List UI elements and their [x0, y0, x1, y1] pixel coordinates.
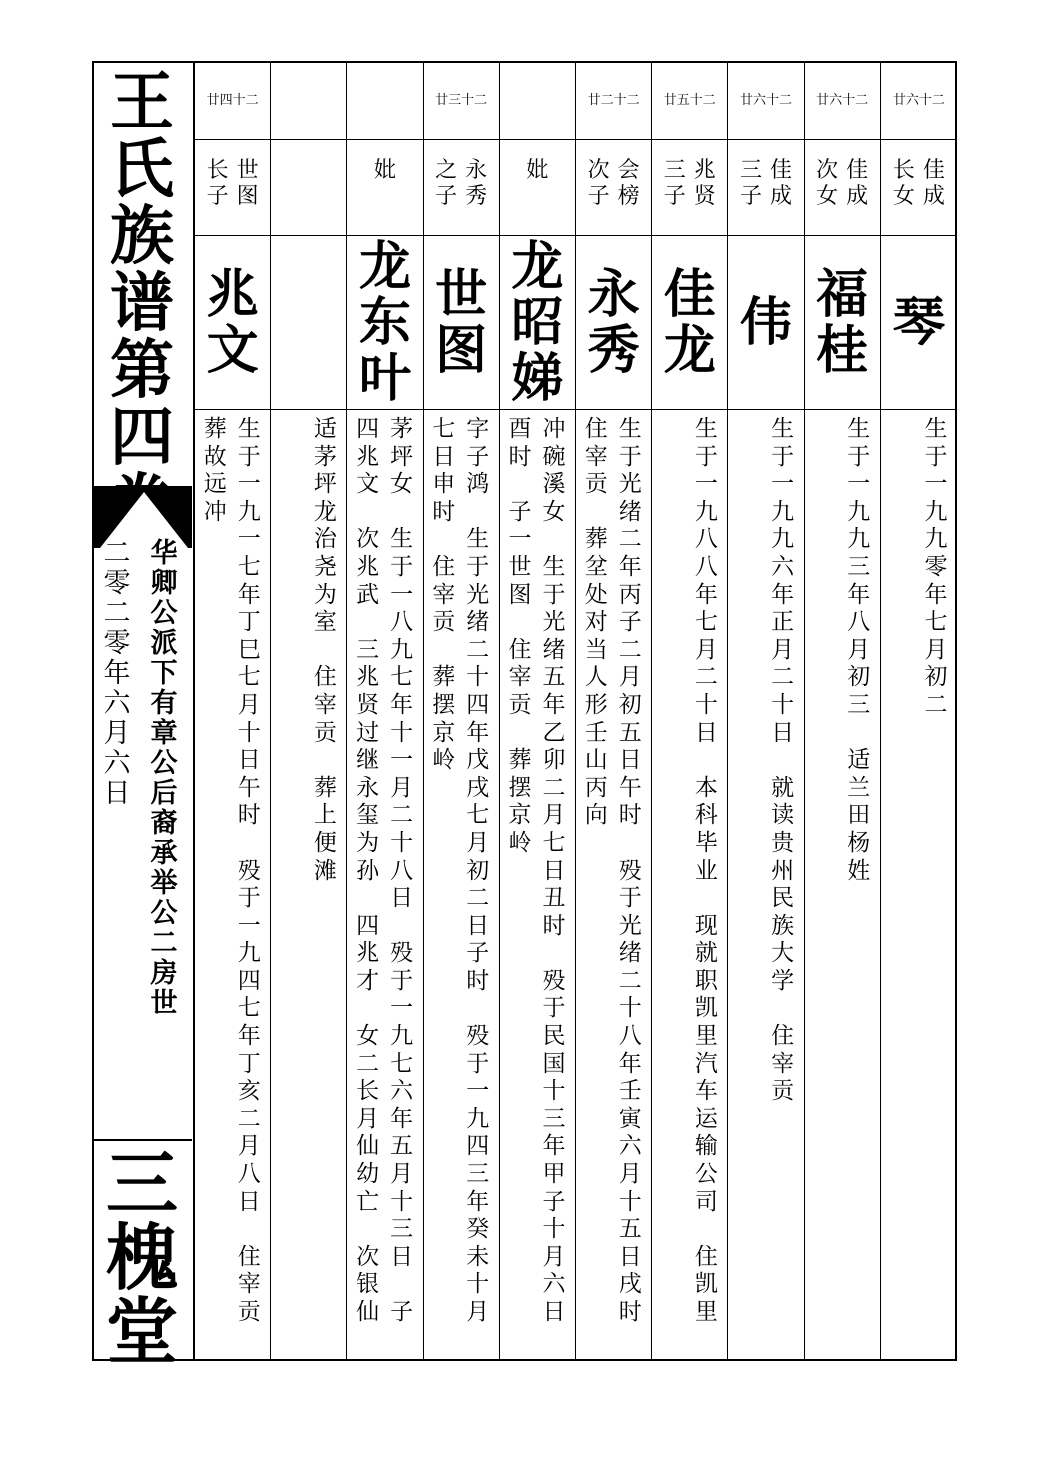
genealogy-column — [728, 61, 804, 1361]
genealogy-column — [576, 61, 652, 1361]
person-name: 伟 — [728, 236, 803, 410]
biography-text: 字 子 鸿 生 于 光 绪 二 十 四 年 戊 戌 七 月 初 二 日 子 时 殁 于 一 九 四 三 年 癸 未 十 月 七 日 申 时 住 宰 贡 葬 摆 京 岭 — [432, 416, 490, 1325]
person-name: 佳 龙 — [652, 236, 727, 410]
person-name: 福 桂 — [805, 236, 880, 410]
relation-label — [271, 140, 346, 236]
genealogy-column — [195, 61, 271, 1361]
genealogy-column — [347, 61, 423, 1361]
sidebar — [92, 61, 195, 1374]
generation-label: 廿三十二 — [424, 61, 499, 140]
generation-label: 廿四十二 — [195, 61, 270, 140]
relation-label: 佳 成 三 子 — [728, 140, 803, 236]
genealogy-column — [805, 61, 881, 1361]
biography-text: 生 于 一 九 九 三 年 八 月 初 三 适 兰 田 杨 姓 — [847, 416, 871, 884]
person-name: 琴 — [881, 236, 957, 410]
person-name: 龙 昭 娣 — [500, 236, 575, 410]
generation-label: 廿二十二 — [576, 61, 651, 140]
biography-text: 生 于 一 九 九 零 年 七 月 初 二 — [924, 416, 948, 718]
person-name: 永 秀 — [576, 236, 651, 410]
generation-label — [347, 61, 422, 140]
genealogy-column — [500, 61, 576, 1361]
relation-label: 会 榜 次 子 — [576, 140, 651, 236]
person-name: 兆 文 — [195, 236, 270, 410]
relation-label: 世 图 长 子 — [195, 140, 270, 236]
generation-label — [500, 61, 575, 140]
genealogy-column — [271, 61, 347, 1361]
biography-text: 适 茅 坪 龙 治 尧 为 室 住 宰 贡 葬 上 便 滩 — [313, 416, 337, 884]
generation-label: 廿六十二 — [881, 61, 957, 140]
hall-name: 三 槐 堂 — [105, 1141, 178, 1374]
biography-text: 茅 坪 女 生 于 一 八 九 七 年 十 一 月 二 十 八 日 殁 于 一 九 七 六 年 五 月 十 三 日 子 四 兆 文 次 兆 武 三 兆 贤 过 继 永 玺 为 孙 四 兆 才 女 二 长 月 仙 幼 亡 次 银 仙 — [356, 416, 414, 1325]
generation-label: 廿五十二 — [652, 61, 727, 140]
genealogy-column — [652, 61, 728, 1361]
generation-label: 廿六十二 — [805, 61, 880, 140]
person-name: 龙 东 叶 — [347, 236, 422, 410]
relation-label: 永 秀 之 子 — [424, 140, 499, 236]
genealogy-column — [424, 61, 500, 1361]
relation-label: 佳 成 长 女 — [881, 140, 957, 236]
person-name: 世 图 — [424, 236, 499, 410]
relation-label: 妣 — [500, 140, 575, 236]
biography-text: 生 于 一 九 八 八 年 七 月 二 十 日 本 科 毕 业 现 就 职 凯 里 汽 车 运 输 公 司 住 凯 里 — [694, 416, 718, 1325]
person-name — [271, 236, 346, 410]
relation-label: 妣 — [347, 140, 422, 236]
genealogy-column — [881, 61, 957, 1361]
date-text: 二 零 二 零 年 六 月 六 日 — [103, 538, 131, 809]
biography-text: 生 于 光 绪 二 年 丙 子 二 月 初 五 日 午 时 殁 于 光 绪 二 十 八 年 壬 寅 六 月 十 五 日 戌 时 住 宰 贡 葬 坌 处 对 当 人 形 壬 山 丙 向 — [584, 416, 642, 1325]
relation-label: 兆 贤 三 子 — [652, 140, 727, 236]
biography-text: 生 于 一 九 一 七 年 丁 巳 七 月 十 日 午 时 殁 于 一 九 四 七 年 丁 亥 二 月 八 日 住 宰 贡 葬 故 远 冲 — [203, 416, 261, 1325]
lineage-text: 华 卿 公 派 下 有 章 公 后 裔 承 举 公 二 房 世 — [150, 538, 178, 1019]
biography-text: 生 于 一 九 九 六 年 正 月 二 十 日 就 读 贵 州 民 族 大 学 住 宰 贡 — [771, 416, 795, 1105]
relation-label: 佳 成 次 女 — [805, 140, 880, 236]
book-title: 王 氏 族 谱 第 四 — [110, 65, 174, 475]
generation-label: 廿六十二 — [728, 61, 803, 140]
generation-label — [271, 61, 346, 140]
biography-text: 冲 碗 溪 女 生 于 光 绪 五 年 乙 卯 二 月 七 日 丑 时 殁 于 民 国 十 三 年 甲 子 十 月 六 日 酉 时 子 一 世 图 住 宰 贡 葬 摆 京 岭 — [508, 416, 566, 1325]
